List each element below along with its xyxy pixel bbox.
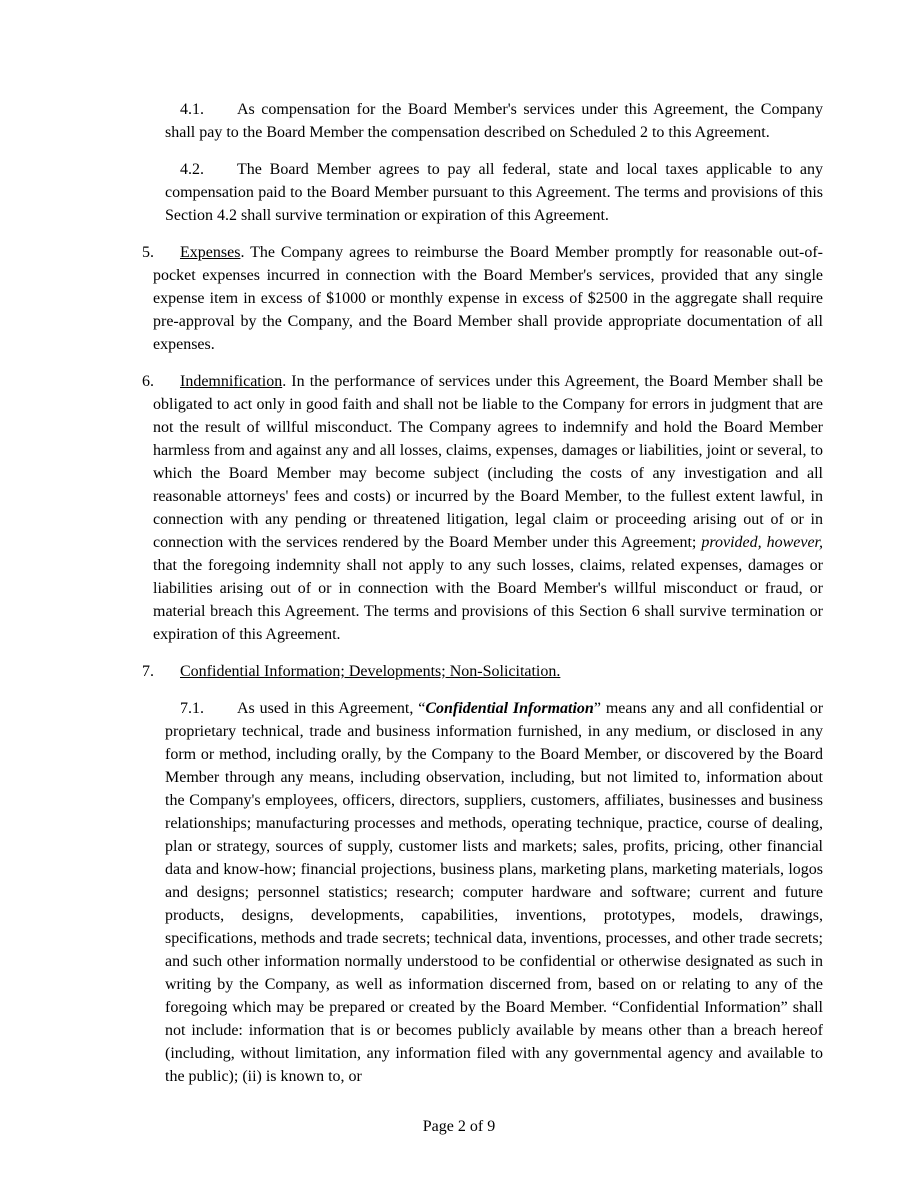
section-number: 5. (142, 244, 154, 261)
defined-term: Confidential Information (425, 700, 594, 717)
document-body (142, 98, 824, 1102)
clause-text: As compensation for the Board Member's services under this Agreement, the Company shall pay to the Board Member the compensation described on Scheduled 2 to this Agreement. (165, 101, 823, 141)
clause-number: 4.2. (180, 161, 204, 178)
section-heading: Expenses (180, 244, 241, 261)
section-heading: Indemnification (180, 373, 283, 390)
section-7-heading (142, 660, 823, 683)
section-5-expenses (142, 241, 823, 356)
section-heading: Confidential Information; Developments; Non-Solicitation. (180, 663, 561, 680)
section-text: . In the performance of services under this Agreement, the Board Member shall be obligated to act only in good faith and shall not be liable to the Company for errors in judgment that are not the result of willful misconduct. The Company agrees to indemnify and hold the Board Member harmless from and against any and all losses, claims, expenses, damages or liabilities, joint or several, to which the Board Member may become subject (including the costs of any investigation and all reasonable attorneys' fees and costs) or incurred by the Board Member, to the fullest extent lawful, in connection with any pending or threatened litigation, legal claim or proceeding arising out of or in connection with the services rendered by the Board Member under this Agreement; (153, 373, 823, 551)
paragraph-7-1 (145, 697, 823, 1088)
section-text: that the foregoing indemnity shall not apply to any such losses, claims, related expenses, damages or liabilities arising out of or in connection with the Board Member's willful misconduct or fraud, or material breach this Agreement. The terms and provisions of this Section 6 shall survive termination or expiration of this Agreement. (153, 557, 823, 643)
section-6-indemnification (142, 370, 824, 646)
clause-number: 4.1. (180, 101, 204, 118)
paragraph-4-2 (145, 158, 823, 227)
section-text-italic: provided, however, (701, 534, 824, 551)
paragraph-4-1 (145, 98, 823, 144)
clause-text: The Board Member agrees to pay all federal, state and local taxes applicable to any compensation paid to the Board Member pursuant to this Agreement. The terms and provisions of this Section 4.2 shall survive termination or expiration of this Agreement. (165, 161, 823, 224)
clause-text: As used in this Agreement, “ (237, 700, 426, 717)
clause-text: ” means any and all confidential or proprietary technical, trade and business information furnished, in any medium, or disclosed in any form or method, including orally, by the Company to the Board Member, or discovered by the Board Member through any means, including observation, including, but not limited to, information about the Company's employees, officers, directors, suppliers, customers, affiliates, businesses and business relationships; manufacturing processes and methods, operating technique, practice, course of dealing, plan or strategy, sources of supply, customer lists and markets; sales, profits, pricing, other financial data and know-how; financial projections, business plans, marketing plans, marketing materials, logos and designs; personnel statistics; research; computer hardware and software; current and future products, designs, developments, capabilities, inventions, prototypes, models, drawings, specifications, methods and trade secrets; technical data, inventions, processes, and other trade secrets; and such other information normally understood to be confidential or otherwise designated as such in writing by the Company, as well as information discerned from, based on or relating to any of the foregoing which may be prepared or created by the Board Member. “Confidential Information” shall not include: information that is or becomes publicly available by means other than a breach hereof (including, without limitation, any information filed with any governmental agency and available to the public); (ii) is known to, or (165, 700, 824, 1085)
section-number: 6. (142, 373, 154, 390)
section-number: 7. (142, 663, 154, 680)
section-text: . The Company agrees to reimburse the Board Member promptly for reasonable out-of-pocket expenses incurred in connection with the Board Member's services, provided that any single expense item in excess of $1000 or monthly expense in excess of $2500 in the aggregate shall require pre-approval by the Company, and the Board Member shall provide appropriate documentation of all expenses. (153, 244, 823, 353)
clause-number: 7.1. (180, 700, 204, 717)
page-footer: Page 2 of 9 (422, 1118, 496, 1135)
